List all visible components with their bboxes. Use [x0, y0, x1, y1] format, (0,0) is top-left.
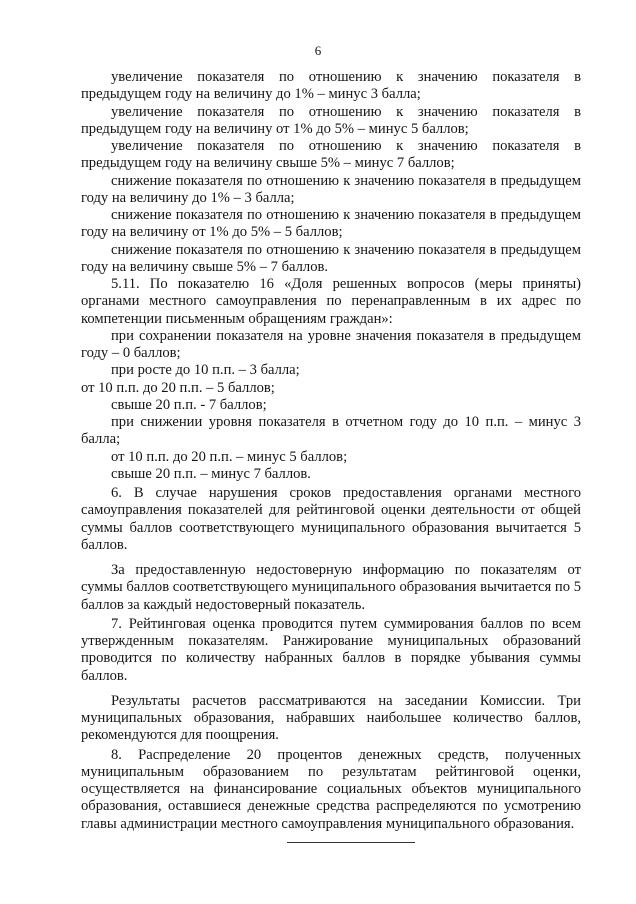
paragraph: За предоставленную недостоверную информацию по показателям от суммы баллов соответствующего муниципального образования вычитается по 5 баллов за каждый недостоверный показатель.	[81, 562, 581, 613]
paragraph: свыше 20 п.п. – минус 7 баллов.	[111, 465, 311, 482]
paragraph: снижение показателя по отношению к значению показателя в предыдущем году на величину свыше 5% – 7 баллов.	[81, 241, 581, 275]
paragraph: снижение показателя по отношению к значению показателя в предыдущем году на величину от 1% до 5% – 5 баллов;	[81, 207, 581, 241]
closing-divider	[287, 842, 415, 843]
paragraph: при росте до 10 п.п. – 3 балла;	[111, 362, 300, 379]
paragraph: при сохранении показателя на уровне значения показателя в предыдущем году – 0 баллов;	[81, 327, 581, 361]
paragraph: свыше 20 п.п. - 7 баллов;	[111, 396, 267, 413]
paragraph: от 10 п.п. до 20 п.п. – 5 баллов;	[81, 379, 275, 396]
paragraph: Результаты расчетов рассматриваются на заседании Комиссии. Три муниципальных образования, набравших наибольшее количество баллов, рекомендуются для поощрения.	[81, 692, 581, 744]
paragraph: 6. В случае нарушения сроков предоставления органами местного самоуправления показателей для рейтинговой оценки деятельности от общей суммы баллов соответствующего муниципального образования вычитается 5 баллов.	[81, 485, 581, 553]
paragraph: снижение показателя по отношению к значению показателя в предыдущем году на величину до 1% – 3 балла;	[81, 172, 581, 206]
page-number: 6	[314, 43, 322, 58]
paragraph: 7. Рейтинговая оценка проводится путем суммирования баллов по всем утвержденным показателям. Ранжирование муниципальных образований проводится по количеству набранных баллов в порядке убывания суммы баллов.	[81, 615, 581, 684]
paragraph: увеличение показателя по отношению к значению показателя в предыдущем году на величину от 1% до 5% – минус 5 баллов;	[81, 103, 581, 137]
document-body	[81, 69, 581, 833]
paragraph: 8. Распределение 20 процентов денежных средств, полученных муниципальным образованием по результатам рейтинговой оценки, осуществляется на финансирование социальных объектов муниципального образования, оставшиеся денежные средства распределяются по усмотрению главы администрации местного самоуправления муниципального образования.	[81, 746, 581, 832]
paragraph: от 10 п.п. до 20 п.п. – минус 5 баллов;	[111, 448, 348, 465]
paragraph: при снижении уровня показателя в отчетном году до 10 п.п. – минус 3 балла;	[81, 414, 581, 448]
paragraph: 5.11. По показателю 16 «Доля решенных вопросов (меры приняты) органами местного самоуправления по перенаправленным в их адрес по компетенции письменным обращениям граждан»:	[81, 276, 581, 327]
paragraph: увеличение показателя по отношению к значению показателя в предыдущем году на величину свыше 5% – минус 7 баллов;	[81, 138, 581, 172]
paragraph: увеличение показателя по отношению к значению показателя в предыдущем году на величину до 1% – минус 3 балла;	[81, 69, 581, 103]
